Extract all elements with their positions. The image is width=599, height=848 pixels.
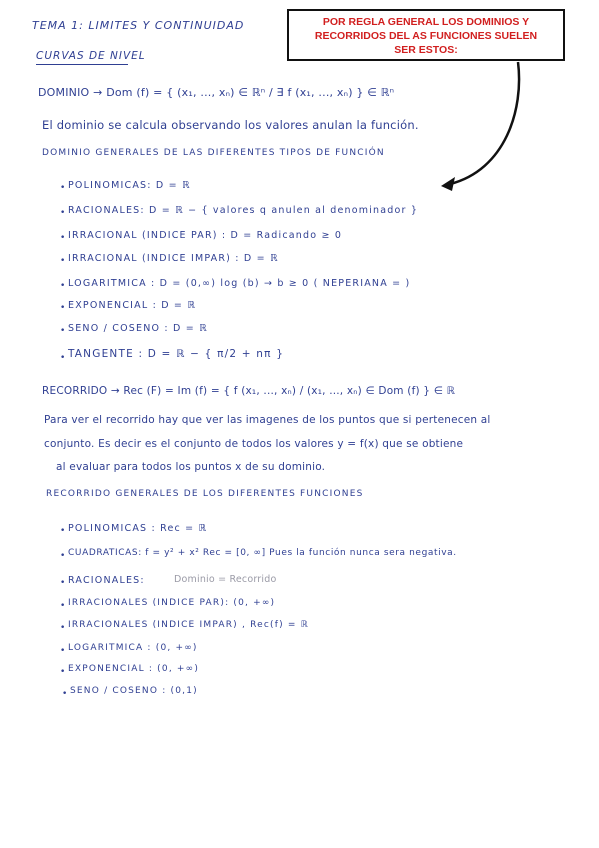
page-title: TEMA 1: LIMITES Y CONTINUIDAD (32, 19, 245, 32)
recorrido-item-logaritmica: LOGARITMICA : (0, +∞) (68, 643, 198, 653)
bullet-icon: • (60, 183, 66, 193)
bullet-icon: • (60, 233, 66, 243)
dominio-item-irracional-impar: IRRACIONAL (INDICE IMPAR) : D = ℝ (68, 253, 279, 264)
bullet-icon: • (60, 281, 66, 291)
section-subtitle: CURVAS DE NIVEL (36, 50, 146, 62)
recorrido-item-cuadraticas: CUADRATICAS: f = y² + x² Rec = [0, ∞] Pues la función nunca sera negativa. (68, 548, 457, 558)
bullet-icon: • (60, 256, 66, 266)
recorrido-item-irracionales-par: IRRACIONALES (INDICE PAR): (0, +∞) (68, 598, 276, 608)
racionales-pencil-note: Dominio = Recorrido (174, 574, 277, 585)
bullet-icon: • (60, 578, 66, 588)
recorrido-para-3: al evaluar para todos los puntos x de su dominio. (56, 461, 326, 473)
dominio-item-logaritmica: LOGARITMICA : D = (0,∞) log (b) → b ≥ 0 ( NEPERIANA = ) (68, 278, 411, 289)
dominio-item-exponencial: EXPONENCIAL : D = ℝ (68, 300, 197, 311)
note-line-1: POR REGLA GENERAL LOS DOMINIOS Y (322, 16, 530, 28)
bullet-icon: • (60, 208, 66, 218)
bullet-icon: • (60, 601, 66, 611)
note-line-2: RECORRIDOS DEL AS FUNCIONES SUELEN (314, 30, 538, 42)
recorrido-para-1: Para ver el recorrido hay que ver las imagenes de los puntos que si pertenecen al (44, 414, 491, 426)
recorrido-para-2: conjunto. Es decir es el conjunto de todos los valores y = f(x) que se obtiene (44, 438, 464, 450)
dominio-explanation: El dominio se calcula observando los valores anulan la función. (42, 118, 419, 132)
dominio-item-seno-coseno: SENO / COSENO : D = ℝ (68, 323, 208, 334)
bullet-icon: • (60, 623, 66, 633)
recorrido-item-irracionales-impar: IRRACIONALES (INDICE IMPAR) , Rec(f) = ℝ (68, 620, 309, 630)
dominio-item-irracional-par: IRRACIONAL (INDICE PAR) : D = Radicando ≥ 0 (68, 230, 343, 241)
recorrido-item-polinomicas: POLINOMICAS : Rec = ℝ (68, 523, 208, 534)
recorrido-item-exponencial: EXPONENCIAL : (0, +∞) (68, 664, 200, 674)
dominio-item-polinomicas: POLINOMICAS: D = ℝ (68, 180, 191, 191)
bullet-icon: • (60, 667, 66, 677)
dominio-item-racionales: RACIONALES: D = ℝ − { valores q anulen al denominador } (68, 205, 419, 216)
recorrido-item-seno-coseno: SENO / COSENO : (0,1) (70, 686, 198, 696)
recorrido-definition: RECORRIDO → Rec (F) = Im (f) = { f (x₁, ..., xₙ) / (x₁, ..., xₙ) ∈ Dom (f) } ∈ ℝ (42, 385, 456, 397)
bullet-icon: • (60, 353, 66, 363)
bullet-icon: • (60, 526, 66, 536)
bullet-icon: • (60, 646, 66, 656)
note-line-3: SER ESTOS: (394, 44, 458, 56)
bullet-icon: • (60, 551, 66, 561)
dominio-item-tangente: TANGENTE : D = ℝ − { π/2 + nπ } (68, 348, 285, 360)
bullet-icon: • (62, 689, 68, 699)
dominio-definition: DOMINIO → Dom (f) = { (x₁, ..., xₙ) ∈ ℝⁿ / ∃ f (x₁, ..., xₙ) } ∈ ℝⁿ (38, 86, 395, 99)
recorrido-item-racionales: RACIONALES: (68, 575, 145, 586)
bullet-icon: • (60, 303, 66, 313)
dominio-heading: DOMINIO GENERALES DE LAS DIFERENTES TIPOS DE FUNCIÓN (42, 148, 385, 158)
bullet-icon: • (60, 326, 66, 336)
recorrido-heading: RECORRIDO GENERALES DE LOS DIFERENTES FUNCIONES (46, 489, 364, 499)
